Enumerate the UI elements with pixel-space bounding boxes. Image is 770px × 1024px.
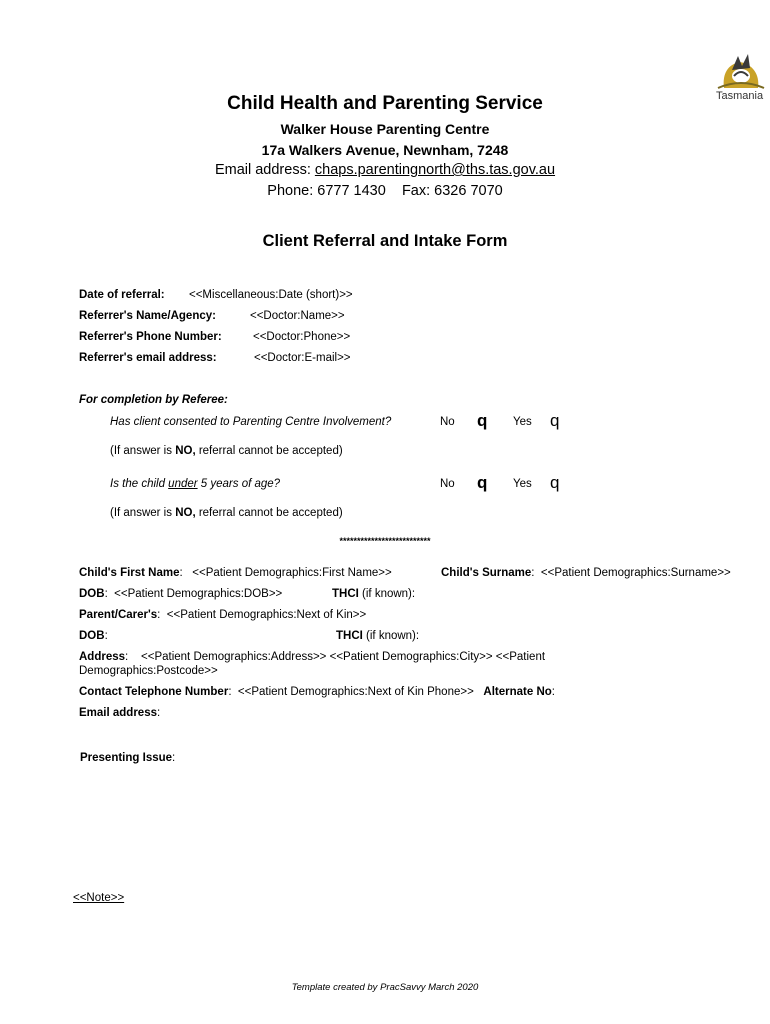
parent-dob-row: DOB: (79, 630, 108, 642)
separator: ************************** (339, 536, 431, 546)
email-link[interactable]: chaps.parentingnorth@ths.tas.gov.au (314, 162, 556, 178)
consent-question: Has client consented to Parenting Centre Involvement? (110, 416, 392, 428)
presenting-issue-row: Presenting Issue: (80, 752, 176, 764)
address-row: Address: <<Patient Demographics:Address>> <<Patient Demographics:City>> <<Patient (79, 651, 546, 663)
contact-row: Contact Telephone Number: <<Patient Demographics:Next of Kin Phone>> Alternate No: (79, 686, 555, 698)
surname-value: <<Patient Demographics:Surname>> (540, 567, 731, 579)
consent-yes-checkbox[interactable]: q (550, 411, 560, 430)
address-value-1: <<Patient Demographics:Address>> <<Patient Demographics:City>> <<Patient (141, 651, 546, 663)
page-title: Child Health and Parenting Service (227, 93, 543, 114)
date-of-referral-label: Date of referral: (79, 289, 165, 301)
age-yes-checkbox[interactable]: q (550, 473, 560, 492)
centre-address: 17a Walkers Avenue, Newnham, 7248 (261, 142, 509, 158)
parent-thci-row (336, 630, 419, 642)
client-email-label: Email address (79, 707, 157, 719)
parent-thci-label: THCI (336, 630, 363, 642)
contact-value: <<Patient Demographics:Next of Kin Phone>> (237, 686, 474, 698)
surname-row: Child's Surname: <<Patient Demographics:Surname>> (441, 567, 731, 579)
age-note (110, 507, 343, 519)
phone-text: Phone: 6777 1430 (267, 183, 386, 199)
child-thci-row (332, 588, 415, 600)
date-of-referral-value: <<Miscellaneous:Date (short)>> (189, 289, 353, 301)
child-dob-label: DOB (79, 588, 105, 600)
footer-text: Template created by PracSavvy March 2020 (291, 982, 479, 993)
email-label: Email address: (214, 162, 315, 178)
age-question (110, 478, 280, 490)
referrer-name-label: Referrer's Name/Agency: (79, 310, 216, 322)
parent-dob-label: DOB (79, 630, 105, 642)
tasmania-logo-icon (712, 48, 770, 90)
referrer-name-value: <<Doctor:Name>> (250, 310, 345, 322)
age-question-under: under (168, 478, 198, 490)
parent-label: Parent/Carer's (79, 609, 158, 621)
age-no-checkbox[interactable]: q (477, 473, 488, 492)
presenting-issue-label: Presenting Issue (80, 752, 173, 764)
age-question-post: 5 years of age? (197, 478, 281, 490)
referrer-phone-value: <<Doctor:Phone>> (253, 331, 351, 343)
age-question-pre: Is the child (110, 478, 169, 490)
surname-label: Child's Surname (441, 567, 532, 579)
child-dob-row: DOB: <<Patient Demographics:DOB>> (79, 588, 283, 600)
consent-no-checkbox[interactable]: q (477, 411, 488, 430)
referrer-email-label: Referrer's email address: (79, 352, 217, 364)
child-thci-label: THCI (332, 588, 359, 600)
centre-name: Walker House Parenting Centre (280, 121, 490, 137)
referee-heading: For completion by Referee: (79, 394, 228, 406)
referrer-email-value: <<Doctor:E-mail>> (254, 352, 351, 364)
first-name-row: Child's First Name: <<Patient Demographics:First Name>> (79, 567, 392, 579)
form-title: Client Referral and Intake Form (262, 232, 508, 250)
parent-row: Parent/Carer's: <<Patient Demographics:Next of Kin>> (79, 609, 367, 621)
contact-label: Contact Telephone Number (79, 686, 229, 698)
address-label: Address (79, 651, 126, 663)
age-note-no: NO, (175, 507, 196, 519)
consent-note-pre: (If answer is (110, 445, 176, 457)
first-name-label: Child's First Name (79, 567, 180, 579)
age-note-post: referral cannot be accepted) (195, 507, 343, 519)
note-field: <<Note>> (73, 892, 125, 904)
age-note-pre: (If answer is (110, 507, 176, 519)
consent-note (110, 445, 343, 457)
client-email-row: Email address: (79, 707, 161, 719)
child-dob-value: <<Patient Demographics:DOB>> (114, 588, 283, 600)
logo-text: Tasmania (716, 90, 764, 102)
parent-thci-suffix: (if known): (362, 630, 420, 642)
consent-yes-label: Yes (513, 416, 532, 428)
age-yes-label: Yes (513, 478, 532, 490)
child-thci-suffix: (if known): (358, 588, 416, 600)
consent-note-no: NO, (175, 445, 196, 457)
alternate-no-label: Alternate No (483, 686, 552, 698)
consent-note-post: referral cannot be accepted) (195, 445, 343, 457)
age-no-label: No (440, 478, 455, 490)
fax-text: Fax: 6326 7070 (401, 183, 503, 199)
address-value-2: Demographics:Postcode>> (79, 665, 218, 677)
first-name-value: <<Patient Demographics:First Name>> (192, 567, 392, 579)
email-line (0, 162, 770, 178)
referrer-phone-label: Referrer's Phone Number: (79, 331, 222, 343)
parent-value: <<Patient Demographics:Next of Kin>> (166, 609, 367, 621)
phone-line (0, 183, 770, 199)
consent-no-label: No (440, 416, 455, 428)
